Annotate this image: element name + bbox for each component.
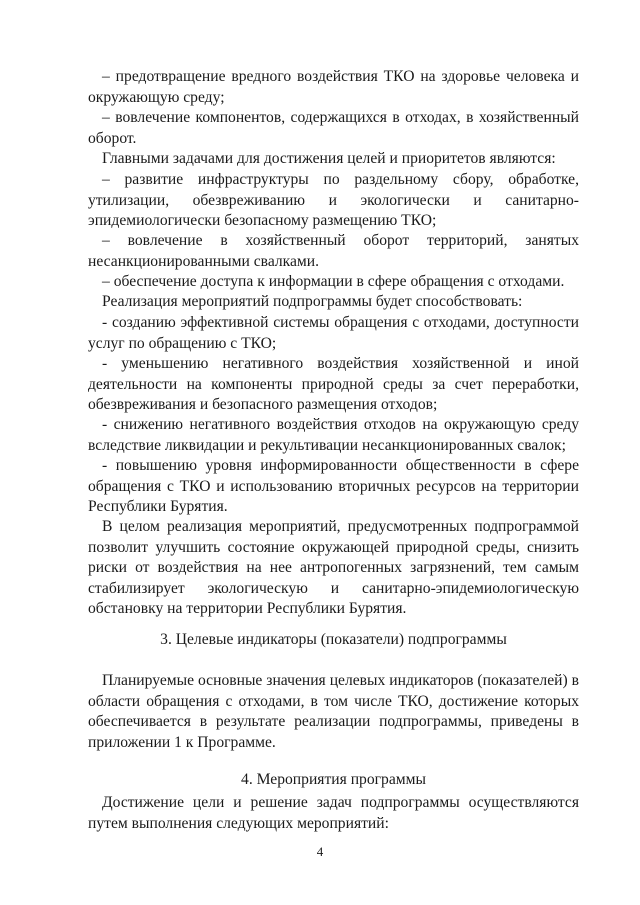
paragraph: В целом реализация мероприятий, предусмотренных подпрограммой позволит улучшить состояние окружающей природной среды, снизить риски от воздействия на нее антропогенных загрязнений, тем самым стабилизирует экологическую и санитарно-эпидемиологическую обстановку на территории Республики Бурятия. xyxy=(88,518,579,617)
section-heading: 3. Целевые индикаторы (показатели) подпрограммы xyxy=(160,631,507,648)
paragraph: – вовлечение в хозяйственный оборот территорий, занятых несанкционированными свалками. xyxy=(88,232,579,270)
paragraph: – обеспечение доступа к информации в сфере обращения с отходами. xyxy=(102,273,565,290)
paragraph: Главными задачами для достижения целей и приоритетов являются: xyxy=(102,150,556,167)
paragraph: – развитие инфраструктуры по раздельному сбору, обработке, утилизации, обезвреживанию и экологически и санитарно-эпидемиологически безопасному размещению ТКО; xyxy=(88,171,579,229)
paragraph: - созданию эффективной системы обращения с отходами, доступности услуг по обращению с ТКО; xyxy=(88,314,579,352)
paragraph: Достижение цели и решение задач подпрограммы осуществляются путем выполнения следующих мероприятий: xyxy=(88,794,579,832)
paragraph: - снижению негативного воздействия отходов на окружающую среду вследствие ликвидации и рекультивации несанкционированных свалок; xyxy=(88,416,579,454)
paragraph: – предотвращение вредного воздействия ТКО на здоровье человека и окружающую среду; xyxy=(88,68,579,106)
paragraph: Реализация мероприятий подпрограммы будет способствовать: xyxy=(102,293,523,310)
paragraph: – вовлечение компонентов, содержащихся в отходах, в хозяйственный оборот. xyxy=(88,109,579,147)
section-heading: 4. Мероприятия программы xyxy=(241,771,426,788)
paragraph: Планируемые основные значения целевых индикаторов (показателей) в области обращения с отходами, в том числе ТКО, достижение которых обеспечивается в результате реализации подпрограммы, приведены в приложении 1 к Программе. xyxy=(88,672,579,751)
paragraph: - уменьшению негативного воздействия хозяйственной и иной деятельности на компоненты природной среды за счет переработки, обезвреживания и безопасного размещения отходов; xyxy=(88,355,579,413)
paragraph: - повышению уровня информированности общественности в сфере обращения с ТКО и использованию вторичных ресурсов на территории Республики Бурятия. xyxy=(88,457,579,515)
page-number: 4 xyxy=(316,844,324,859)
